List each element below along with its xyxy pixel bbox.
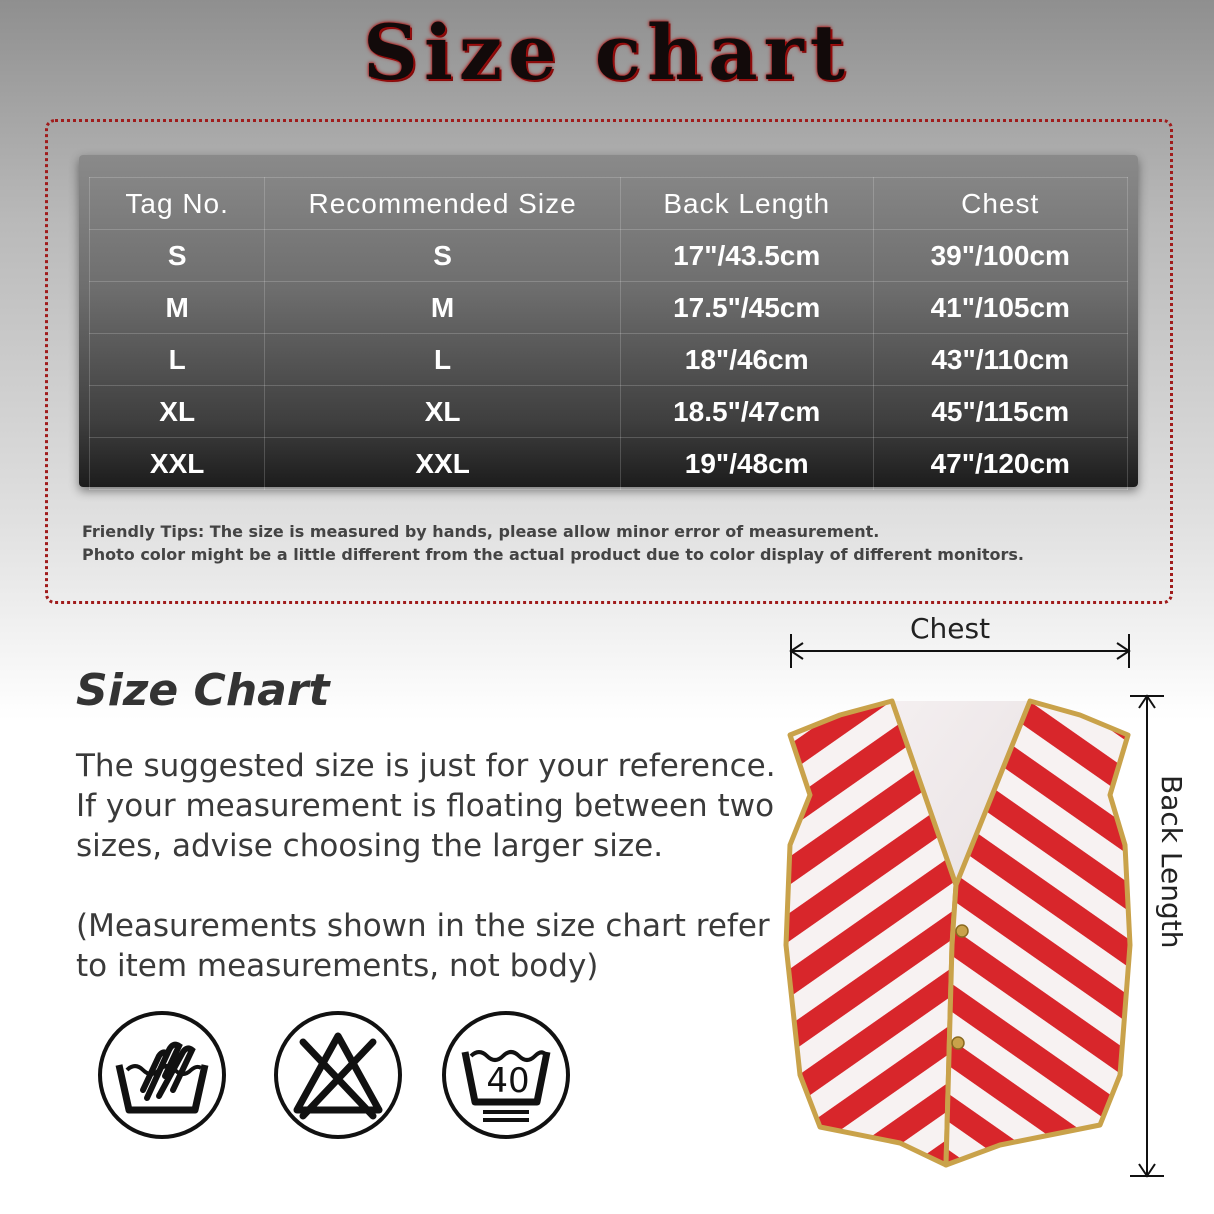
cell-size: XXL	[265, 438, 621, 490]
cell-size: XL	[265, 386, 621, 438]
cell-back-length: 17.5"/45cm	[620, 282, 873, 334]
cell-size: L	[265, 334, 621, 386]
table-row	[90, 282, 1128, 334]
table-row	[90, 334, 1128, 386]
table-row	[90, 438, 1128, 490]
size-table-card	[79, 155, 1138, 487]
hand-wash-icon	[97, 1010, 227, 1140]
table-row	[90, 386, 1128, 438]
cell-chest: 39"/100cm	[873, 230, 1127, 282]
chest-label: Chest	[909, 612, 991, 645]
cell-chest: 45"/115cm	[873, 386, 1127, 438]
cell-chest: 47"/120cm	[873, 438, 1127, 490]
cell-tag: S	[90, 230, 265, 282]
tips-line-2: Photo color might be a little different from the actual product due to color display of different monitors.	[82, 545, 1024, 564]
cell-back-length: 18.5"/47cm	[620, 386, 873, 438]
back-length-label: Back Length	[1155, 775, 1188, 949]
section-heading: Size Chart	[76, 665, 330, 716]
cell-back-length: 18"/46cm	[620, 334, 873, 386]
header-chest: Chest	[873, 178, 1127, 230]
friendly-tips	[82, 520, 1024, 566]
header-tag-no: Tag No.	[90, 178, 265, 230]
tips-line-1: Friendly Tips: The size is measured by hands, please allow minor error of measurement.	[82, 522, 880, 541]
wash-temperature-label: 40	[486, 1061, 530, 1101]
do-not-bleach-icon	[273, 1010, 403, 1140]
size-table	[89, 177, 1128, 490]
header-recommended-size: Recommended Size	[265, 178, 621, 230]
table-row	[90, 230, 1128, 282]
striped-vest-image	[780, 695, 1135, 1185]
cell-chest: 41"/105cm	[873, 282, 1127, 334]
cell-tag: M	[90, 282, 265, 334]
table-header-row	[90, 178, 1128, 230]
measurement-note: (Measurements shown in the size chart refer to item measurements, not body)	[76, 908, 770, 984]
cell-back-length: 19"/48cm	[620, 438, 873, 490]
machine-wash-40-icon	[441, 1010, 571, 1140]
cell-tag: XXL	[90, 438, 265, 490]
cell-tag: XL	[90, 386, 265, 438]
cell-chest: 43"/110cm	[873, 334, 1127, 386]
header-back-length: Back Length	[620, 178, 873, 230]
size-description	[76, 746, 776, 986]
cell-back-length: 17"/43.5cm	[620, 230, 873, 282]
cell-tag: L	[90, 334, 265, 386]
page-title: Size chart	[363, 8, 851, 97]
size-advice-text: The suggested size is just for your reference. If your measurement is floating between two sizes, advise choosing the larger size.	[76, 748, 776, 864]
cell-size: M	[265, 282, 621, 334]
cell-size: S	[265, 230, 621, 282]
